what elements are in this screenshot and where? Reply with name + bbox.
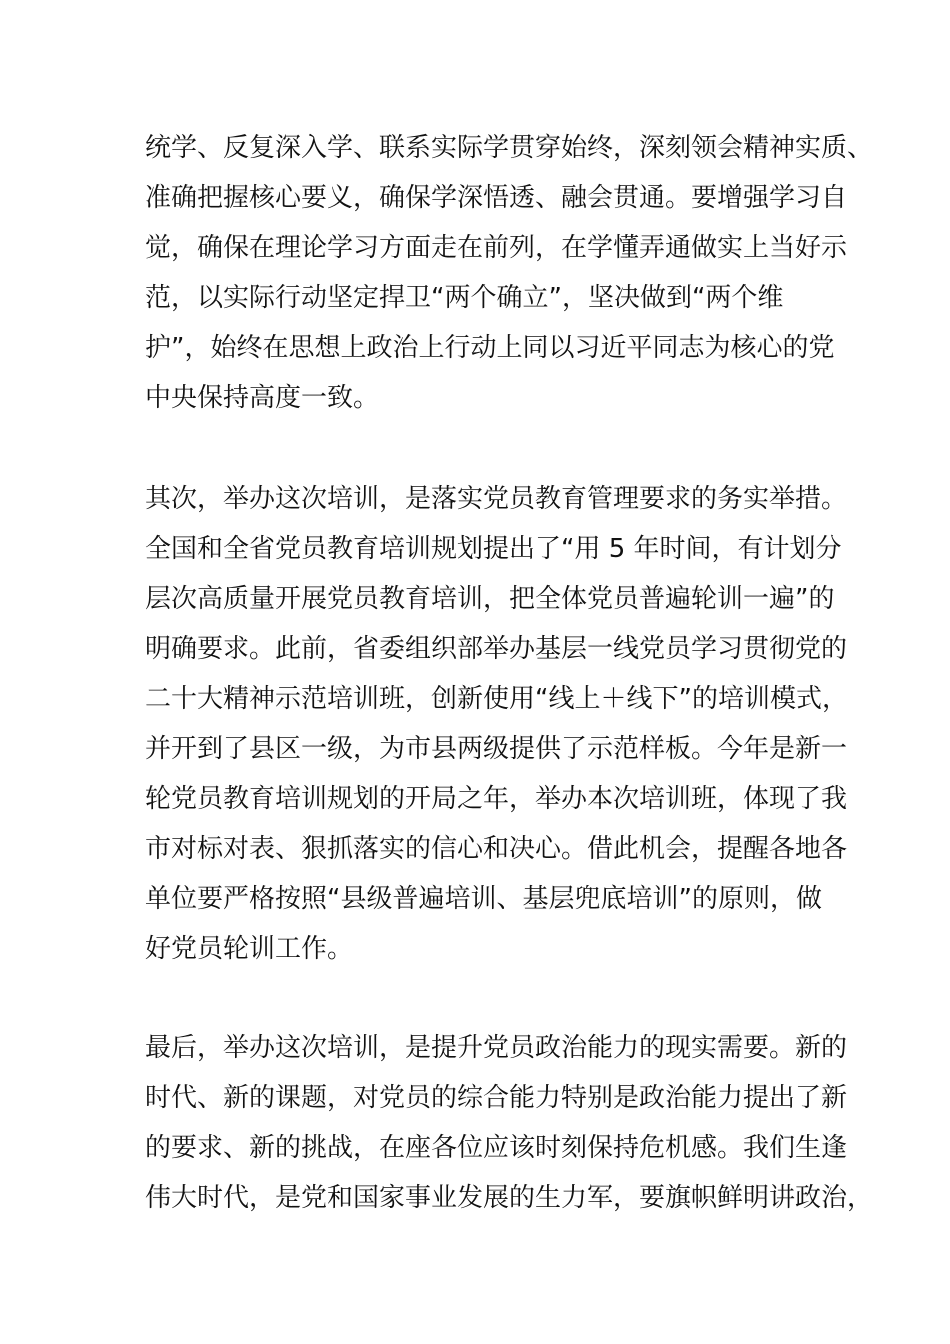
text-line: 准确把握核心要义，确保学深悟透、融会贯通。要增强学习自 bbox=[145, 183, 848, 213]
text-line: 护”，始终在思想上政治上行动上同以习近平同志为核心的党 bbox=[145, 333, 835, 363]
text-line: 市对标对表、狠抓落实的信心和决心。借此机会，提醒各地各 bbox=[145, 834, 848, 864]
text-line: 觉，确保在理论学习方面走在前列，在学懂弄通做实上当好示 bbox=[145, 233, 848, 263]
text-line: 其次，举办这次培训，是落实党员教育管理要求的务实举措。 bbox=[145, 484, 848, 514]
text-line: 最后，举办这次培训，是提升党员政治能力的现实需要。新的 bbox=[145, 1033, 848, 1063]
paragraph-2 bbox=[145, 474, 848, 974]
text-line: 明确要求。此前，省委组织部举办基层一线党员学习贯彻党的 bbox=[145, 634, 848, 664]
text-line: 全国和全省党员教育培训规划提出了“用 5 年时间，有计划分 bbox=[145, 534, 842, 564]
text-line: 好党员轮训工作。 bbox=[145, 934, 354, 964]
text-line: 伟大时代，是党和国家事业发展的生力军，要旗帜鲜明讲政治， bbox=[145, 1183, 874, 1213]
text-line: 中央保持高度一致。 bbox=[145, 383, 380, 413]
text-line: 二十大精神示范培训班，创新使用“线上＋线下”的培训模式， bbox=[145, 684, 848, 714]
text-line: 并开到了县区一级，为市县两级提供了示范样板。今年是新一 bbox=[145, 734, 848, 764]
text-line: 时代、新的课题，对党员的综合能力特别是政治能力提出了新 bbox=[145, 1083, 848, 1113]
text-line: 的要求、新的挑战，在座各位应该时刻保持危机感。我们生逢 bbox=[145, 1133, 848, 1163]
paragraph-3 bbox=[145, 1023, 874, 1223]
text-line: 统学、反复深入学、联系实际学贯穿始终，深刻领会精神实质、 bbox=[145, 133, 874, 163]
text-line: 轮党员教育培训规划的开局之年，举办本次培训班，体现了我 bbox=[145, 784, 848, 814]
text-line: 单位要严格按照“县级普遍培训、基层兜底培训”的原则，做 bbox=[145, 884, 822, 914]
paragraph-1 bbox=[145, 123, 874, 423]
text-line: 范，以实际行动坚定捍卫“两个确立”，坚决做到“两个维 bbox=[145, 283, 784, 313]
text-line: 层次高质量开展党员教育培训，把全体党员普遍轮训一遍”的 bbox=[145, 584, 835, 614]
